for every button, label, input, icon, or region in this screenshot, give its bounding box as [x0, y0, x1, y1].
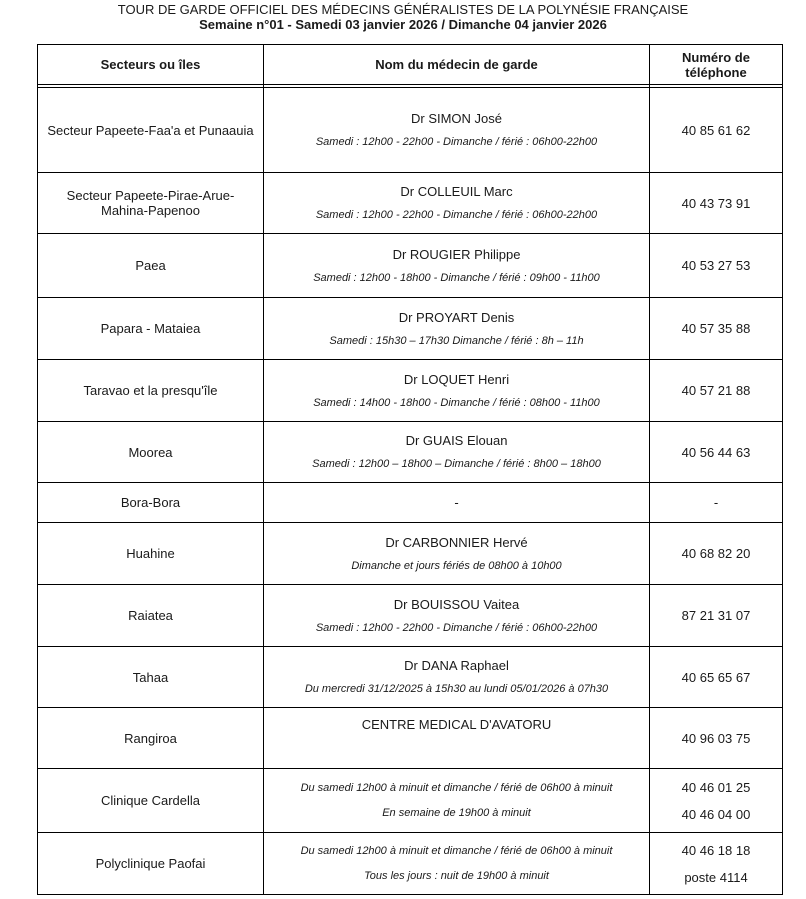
table-row [38, 769, 783, 833]
column-header-sector: Secteurs ou îles [38, 45, 264, 85]
sector-cell: Clinique Cardella [38, 769, 264, 833]
phone-cell: 40 56 44 63 [650, 422, 783, 483]
doctor-cell [264, 708, 650, 769]
doctor-cell [264, 523, 650, 585]
doctor-name: CENTRE MEDICAL D'AVATORU [361, 717, 552, 732]
table-row [38, 708, 783, 769]
phone-cell: 40 43 73 91 [650, 173, 783, 234]
column-header-doctor: Nom du médecin de garde [264, 45, 650, 85]
table-row [38, 422, 783, 483]
table-row [38, 360, 783, 422]
doctor-cell: - [264, 483, 650, 523]
doctor-name: Dr CARBONNIER Hervé [385, 534, 528, 550]
on-call-table [37, 44, 783, 895]
schedule-text: Samedi : 12h00 - 22h00 - Dimanche / férié : 06h00-22h00 [315, 209, 598, 221]
sector-cell: Taravao et la presqu'île [38, 360, 264, 422]
doctor-name: Dr SIMON José [410, 111, 502, 126]
schedule-text: Du samedi 12h00 à minuit et dimanche / férié de 06h00 à minuit [300, 844, 613, 857]
phone-number: 40 46 04 00 [681, 806, 751, 822]
sector-cell: Secteur Papeete-Faa'a et Punaauia [38, 88, 264, 173]
table-row [38, 298, 783, 360]
table-row [38, 585, 783, 647]
doctor-cell [264, 234, 650, 298]
doctor-cell [264, 88, 650, 173]
sector-cell: Raiatea [38, 585, 264, 647]
phone-cell: 40 85 61 62 [650, 88, 783, 173]
phone-number: 40 46 18 18 [681, 842, 751, 858]
phone-cell: - [650, 483, 783, 523]
schedule-text: Samedi : 15h30 – 17h30 Dimanche / férié : 8h – 11h [329, 334, 584, 347]
sector-cell: Rangiroa [38, 708, 264, 769]
table-row [38, 483, 783, 523]
document-subtitle: Semaine n°01 - Samedi 03 janvier 2026 / Dimanche 04 janvier 2026 [199, 17, 607, 32]
schedule-text: En semaine de 19h00 à minuit [382, 806, 531, 819]
schedule-text: Samedi : 12h00 - 22h00 - Dimanche / férié : 06h00-22h00 [315, 621, 598, 634]
schedule-text: Dimanche et jours fériés de 08h00 à 10h00 [351, 559, 562, 572]
doctor-name: Dr DANA Raphael [404, 658, 509, 673]
schedule-text: Samedi : 12h00 - 18h00 - Dimanche / férié : 09h00 - 11h00 [313, 271, 600, 284]
schedule-text: Samedi : 12h00 – 18h00 – Dimanche / férié : 8h00 – 18h00 [312, 458, 601, 470]
phone-cell: 40 96 03 75 [650, 708, 783, 769]
schedule-text: Du samedi 12h00 à minuit et dimanche / férié de 06h00 à minuit [300, 781, 613, 794]
doctor-name: Dr BOUISSOU Vaitea [393, 596, 520, 612]
schedule-text: Tous les jours : nuit de 19h00 à minuit [364, 869, 549, 882]
phone-cell: 40 57 21 88 [650, 360, 783, 422]
doctor-cell [264, 422, 650, 483]
doctor-cell [264, 173, 650, 234]
sector-cell: Huahine [38, 523, 264, 585]
doctor-name: Dr GUAIS Elouan [405, 433, 508, 448]
sector-cell: Polyclinique Paofai [38, 833, 264, 895]
schedule-text: Samedi : 14h00 - 18h00 - Dimanche / férié : 08h00 - 11h00 [313, 396, 600, 409]
doctor-name: Dr ROUGIER Philippe [392, 246, 521, 262]
doctor-cell [264, 298, 650, 360]
phone-cell: 40 65 65 67 [650, 647, 783, 708]
table-row [38, 88, 783, 173]
table-row [38, 523, 783, 585]
table-row [38, 833, 783, 895]
phone-cell: 40 53 27 53 [650, 234, 783, 298]
phone-extension: poste 4114 [684, 869, 748, 885]
doctor-name: Dr LOQUET Henri [403, 371, 510, 387]
document-title: TOUR DE GARDE OFFICIEL DES MÉDECINS GÉNÉRALISTES DE LA POLYNÉSIE FRANÇAISE [117, 2, 689, 17]
doctor-cell [264, 769, 650, 833]
table-row [38, 173, 783, 234]
sector-cell: Papara - Mataiea [38, 298, 264, 360]
sector-cell: Secteur Papeete-Pirae-Arue-Mahina-Papenoo [38, 173, 264, 234]
sector-cell: Tahaa [38, 647, 264, 708]
table-row [38, 234, 783, 298]
doctor-cell [264, 833, 650, 895]
table-row [38, 647, 783, 708]
doctor-cell [264, 360, 650, 422]
sector-cell: Bora-Bora [38, 483, 264, 523]
doctor-name: Dr PROYART Denis [398, 309, 515, 325]
phone-cell: 40 57 35 88 [650, 298, 783, 360]
phone-cell: 40 68 82 20 [650, 523, 783, 585]
phone-cell: 87 21 31 07 [650, 585, 783, 647]
phone-number: 40 46 01 25 [681, 779, 751, 795]
column-header-phone: Numéro de téléphone [650, 45, 783, 85]
phone-cell [650, 769, 783, 833]
sector-cell: Paea [38, 234, 264, 298]
doctor-cell [264, 585, 650, 647]
table-header-row [38, 45, 783, 85]
schedule-text: Du mercredi 31/12/2025 à 15h30 au lundi 05/01/2026 à 07h30 [304, 683, 609, 695]
doctor-cell [264, 647, 650, 708]
schedule-text: Samedi : 12h00 - 22h00 - Dimanche / férié : 06h00-22h00 [315, 136, 598, 148]
phone-cell [650, 833, 783, 895]
doctor-name: Dr COLLEUIL Marc [400, 184, 513, 199]
sector-cell: Moorea [38, 422, 264, 483]
